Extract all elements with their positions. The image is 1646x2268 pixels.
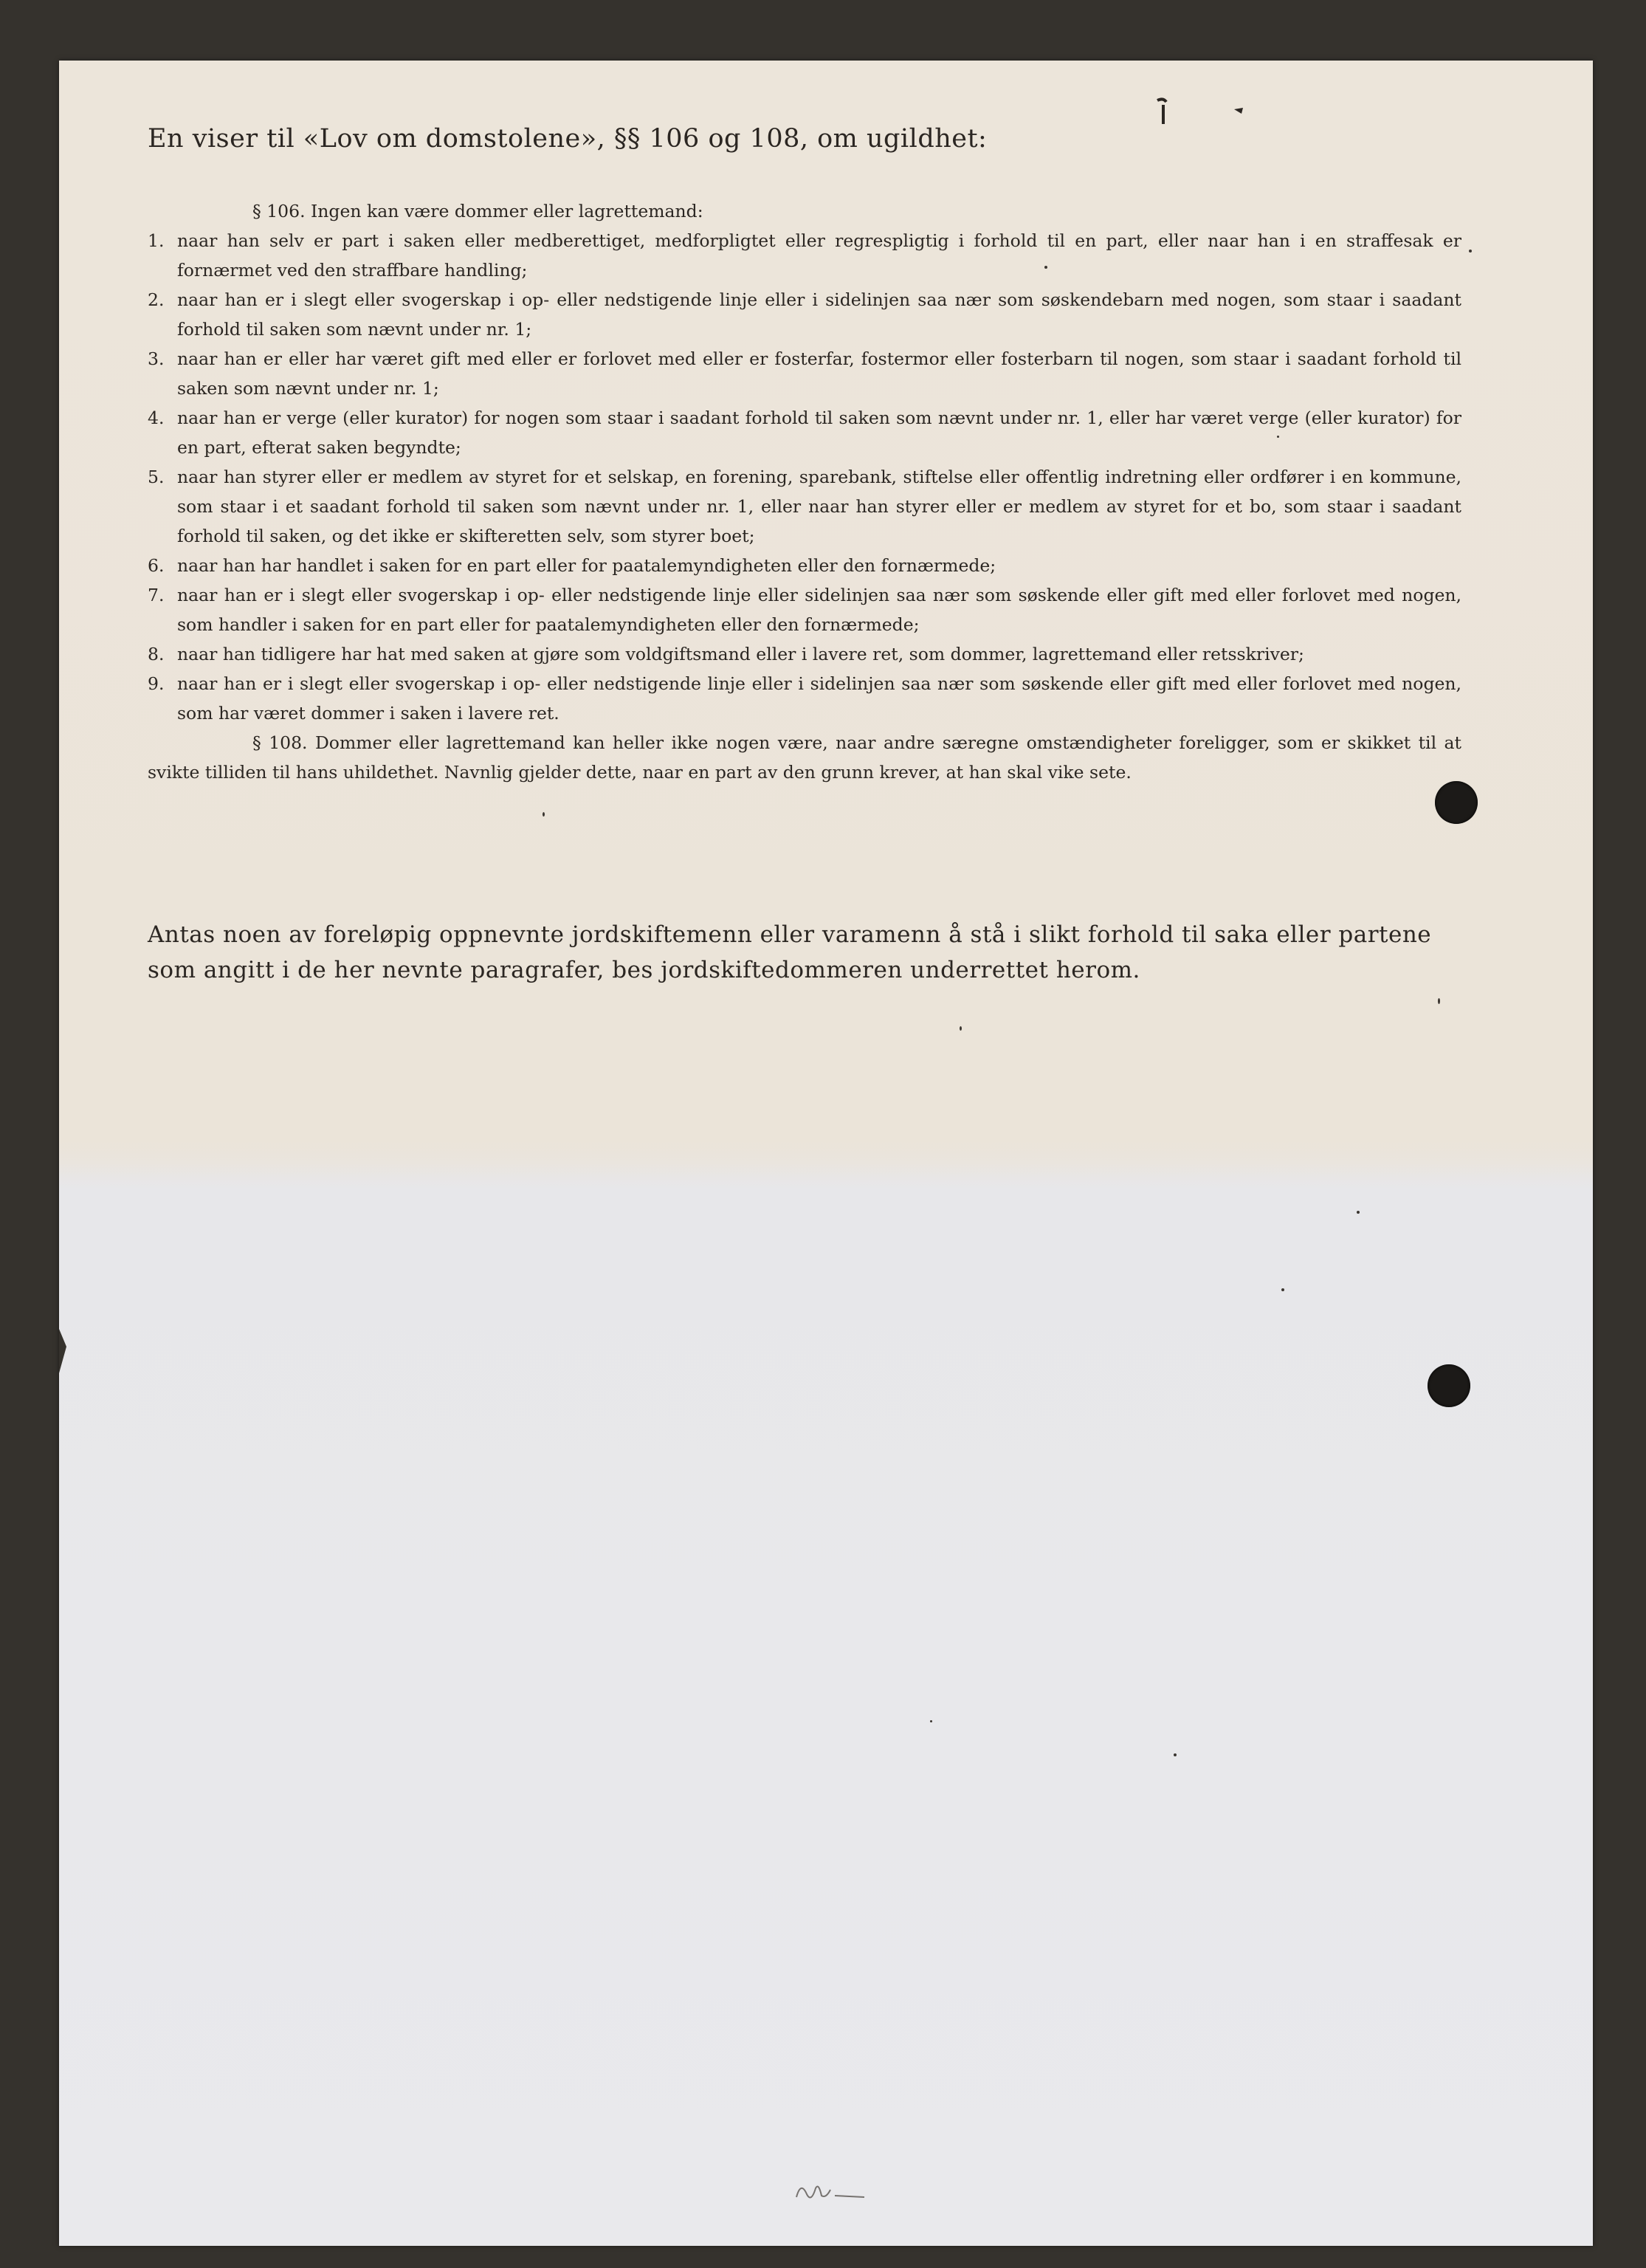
paper-speck [1469,250,1472,252]
item-text: naar han selv er part i saken eller medberettiget, medforpligtet eller regrespligtig i forhold til en part, eller naar han i en straffesak er fornærmet ved den straffbare handling; [177,230,1461,281]
paper-tone-change [59,1135,1593,1179]
item-number: 6. [148,555,165,576]
item-number: 5. [148,467,165,487]
list-item [148,462,1461,551]
item-number: 8. [148,644,165,664]
paper-speck [543,812,545,817]
paper-speck [1174,1753,1177,1756]
item-number: 9. [148,673,165,694]
intro-text: En viser til «Lov om domstolene», §§ 106 og 108, om ugildhet: [148,124,988,154]
paragraph-108: § 108. Dommer eller lagrettemand kan heller ikke nogen være, naar andre særegne omstændigheter foreligger, som er skikket til at svikte tilliden til hans uhildethet. Navnlig gjelder dette, naar en part av den grunn krever, at han skal vike sete. [148,732,1461,783]
item-text: naar han tidligere har hat med saken at gjøre som voldgiftsmand eller i lavere ret, som dommer, lagrettemand eller retsskriver; [177,644,1304,664]
item-text: naar han er verge (eller kurator) for nogen som staar i saadant forhold til saken som nævnt under nr. 1, eller har været verge (eller kurator) for en part, efterat saken begyndte; [177,408,1461,458]
punch-hole-bottom [1428,1364,1470,1407]
paper-speck [1281,1288,1284,1291]
list-item [148,344,1461,403]
item-number: 3. [148,348,165,369]
punch-hole-top [1435,781,1478,824]
list-item [148,551,1461,580]
item-text: naar han er i slegt eller svogerskap i op- eller nedstigende linje eller i sidelinjen saa nær som søskendebarn med nogen, som staar i saadant forhold til saken som nævnt under nr. 1; [177,289,1461,340]
list-item [148,580,1461,639]
list-item [148,226,1461,285]
item-text: naar han er i slegt eller svogerskap i op- eller nedstigende linje eller i sidelinjen saa nær som søskende eller gift med eller forlovet med nogen, som har været dommer i saken i lavere ret. [177,673,1461,724]
list-item [148,403,1461,462]
paper-speck [1357,1211,1360,1214]
item-text: naar han styrer eller er medlem av styret for et selskap, en forening, sparebank, stiftelse eller offentlig indretning eller ordfører i en kommune, som staar i et saadant forhold til saken som nævnt under nr. 1, eller naar han styrer eller er medlem av styret for et bo, som staar i saadant forhold til saken, og det ikke er skifteretten selv, som styrer boet; [177,467,1461,546]
list-item [148,285,1461,344]
item-text: naar han er i slegt eller svogerskap i op- eller nedstigende linje eller sidelinjen saa nær som søskende eller gift med eller forlovet med nogen, som handler i saken for en part eller for paatalemyndigheten eller den fornærmede; [177,585,1461,635]
item-number: 4. [148,408,165,428]
item-text: naar han har handlet i saken for en part eller for paatalemyndigheten eller den fornærmede; [177,555,996,576]
paper-speck [1277,436,1279,438]
paper-speck [1438,998,1440,1004]
paragraph-106-heading: § 106. Ingen kan være dommer eller lagrettemand: [252,201,703,221]
notice-text: Antas noen av foreløpig oppnevnte jordskiftemenn eller varamenn å stå i slikt forhold til saka eller partene som angitt i de her nevnte paragrafer, bes jordskiftedommeren underrettet herom. [148,921,1432,983]
paper-speck [930,1720,932,1722]
item-text: naar han er eller har været gift med eller er forlovet med eller er fosterfar, fostermor eller fosterbarn til nogen, som staar i saadant forhold til saken som nævnt under nr. 1; [177,348,1461,399]
law-excerpt [148,196,1461,787]
list-item [148,669,1461,728]
paragraph-106-list [148,226,1461,728]
item-number: 7. [148,585,165,605]
list-item [148,639,1461,669]
faint-pencil-scribble [793,2176,875,2206]
stray-ink-marks [1151,94,1255,139]
paper-speck [1044,266,1047,269]
item-number: 2. [148,289,165,310]
item-number: 1. [148,230,165,251]
paper-speck [960,1026,962,1031]
